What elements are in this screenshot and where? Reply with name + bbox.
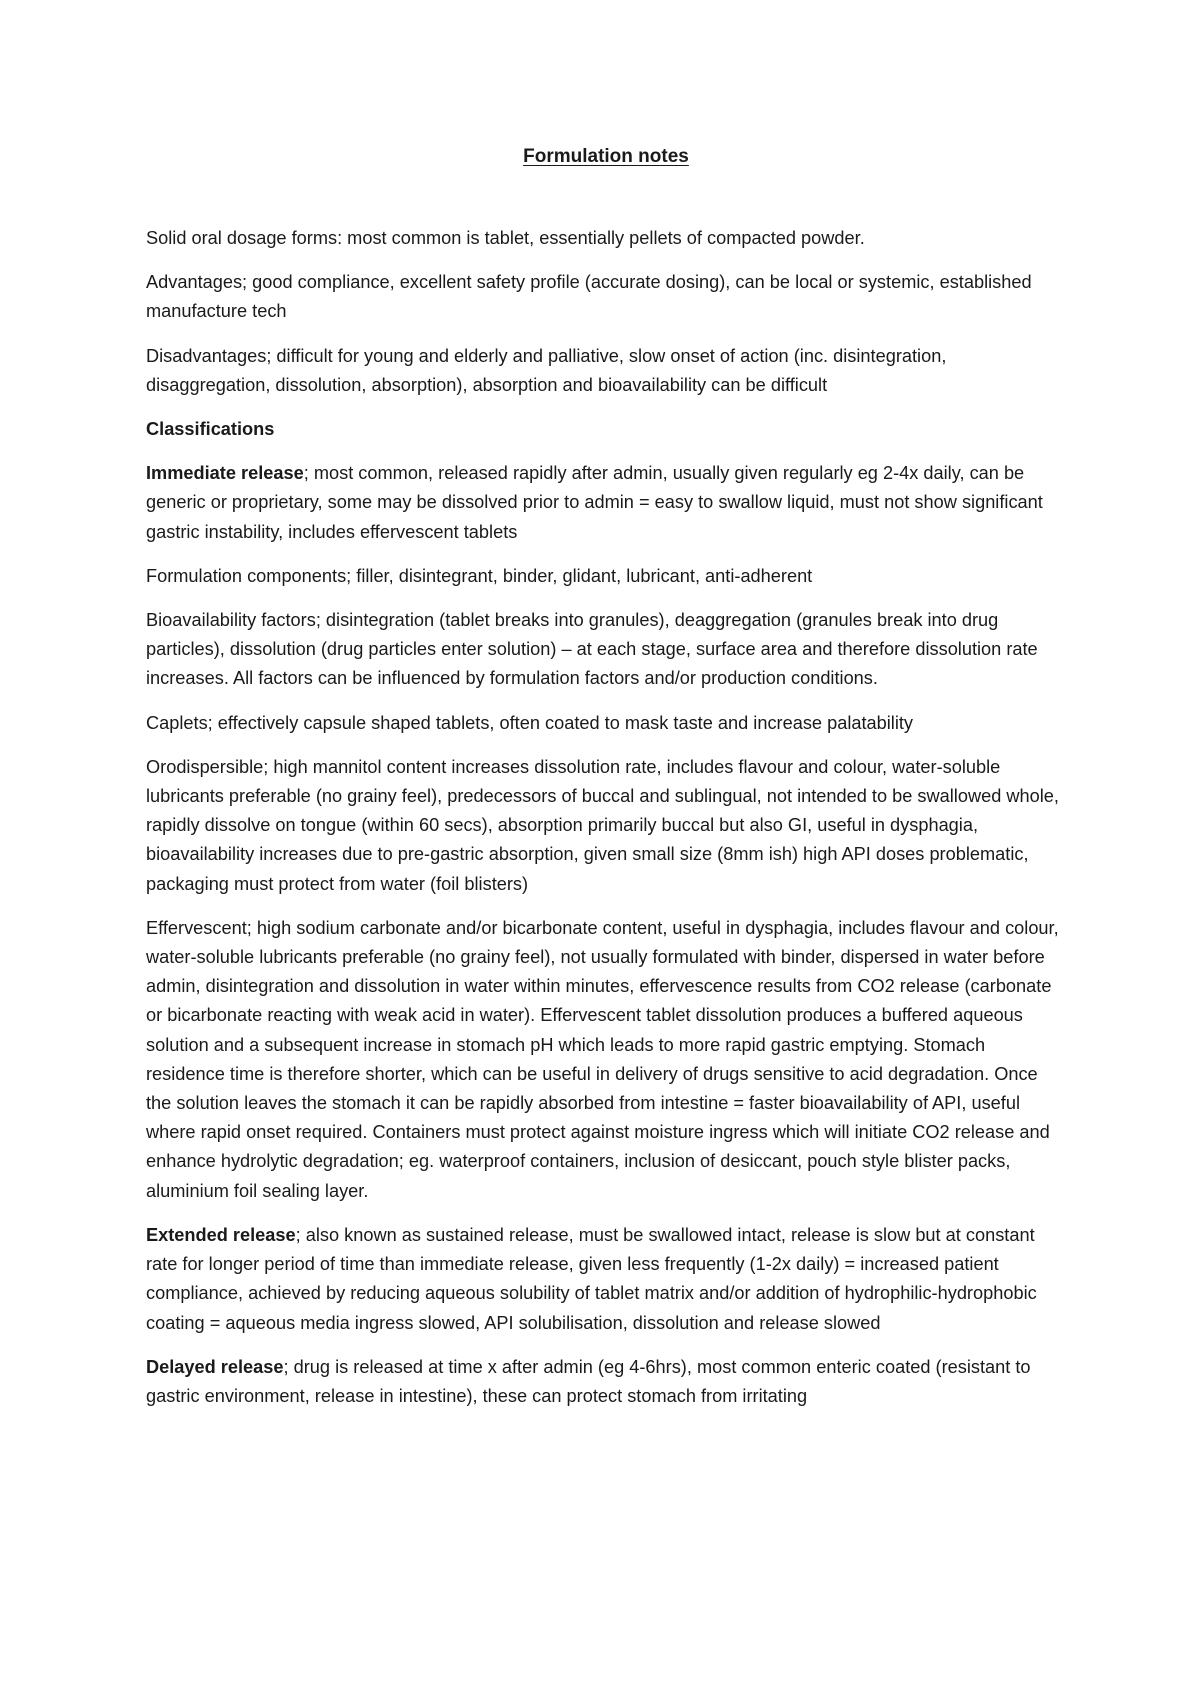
paragraph-text: ; also known as sustained release, must be swallowed intact, release is slow but at constant rate for longer period of time than immediate release, given less frequently (1-2x daily) = increased patient compliance, achieved by reducing aqueous solubility of tablet matrix and/or addition of hydrophilic-hydrophobic coating = aqueous media ingress slowed, API solubilisation, dissolution and release slowed	[146, 1224, 1037, 1333]
paragraph-text: Formulation components; filler, disintegrant, binder, glidant, lubricant, anti-adherent	[146, 565, 813, 586]
paragraph-text: ; most common, released rapidly after admin, usually given regularly eg 2-4x daily, can be generic or proprietary, some may be dissolved prior to admin = easy to swallow liquid, must not show significant gastric instability, includes effervescent tablets	[146, 463, 1043, 542]
paragraph-text: Disadvantages; difficult for young and elderly and palliative, slow onset of action (inc. disintegration, disaggregation, dissolution, absorption), absorption and bioavailability can be difficult	[146, 345, 947, 395]
heading-text: Classifications	[146, 419, 275, 440]
paragraph-immediate-release	[146, 459, 1066, 547]
paragraph-solid-oral	[146, 224, 1066, 253]
paragraph-lead: Delayed release	[146, 1356, 284, 1377]
document-title: Formulation notes	[523, 146, 689, 167]
paragraph-delayed-release	[146, 1353, 1066, 1411]
paragraph-text: Advantages; good compliance, excellent safety profile (accurate dosing), can be local or systemic, established manufacture tech	[146, 272, 1032, 322]
paragraph-text: Bioavailability factors; disintegration (tablet breaks into granules), deaggregation (granules break into drug particles), dissolution (drug particles enter solution) – at each stage, surface area and therefore dissolution rate increases. All factors can be influenced by formulation factors and/or production conditions.	[146, 610, 1038, 689]
paragraph-effervescent	[146, 914, 1066, 1206]
paragraph-text: Solid oral dosage forms: most common is tablet, essentially pellets of compacted powder.	[146, 228, 865, 248]
document-body	[146, 224, 1066, 1426]
paragraph-lead: Immediate release	[146, 463, 304, 484]
paragraph-text: Orodispersible; high mannitol content increases dissolution rate, includes flavour and colour, water-soluble lubricants preferable (no grainy feel), predecessors of buccal and sublingual, not intended to be swallowed whole, rapidly dissolve on tongue (within 60 secs), absorption primarily buccal but also GI, useful in dysphagia, bioavailability increases due to pre-gastric absorption, given small size (8mm ish) high API doses problematic, packaging must protect from water (foil blisters)	[146, 756, 1059, 894]
paragraph-advantages	[146, 268, 1066, 326]
paragraph-text: Effervescent; high sodium carbonate and/or bicarbonate content, useful in dysphagia, includes flavour and colour, water-soluble lubricants preferable (no grainy feel), not usually formulated with binder, dispersed in water before admin, disintegration and dissolution in water within minutes, effervescence results from CO2 release (carbonate or bicarbonate reacting with weak acid in water). Effervescent tablet dissolution produces a buffered aqueous solution and a subsequent increase in stomach pH which leads to more rapid gastric emptying. Stomach residence time is therefore shorter, which can be useful in delivery of drugs sensitive to acid degradation. Once the solution leaves the stomach it can be rapidly absorbed from intestine = faster bioavailability of API, useful where rapid onset required. Containers must protect against moisture ingress which will initiate CO2 release and enhance hydrolytic degradation; eg. waterproof containers, inclusion of desiccant, pouch style blister packs, aluminium foil sealing layer.	[146, 917, 1059, 1201]
paragraph-text: Caplets; effectively capsule shaped tablets, often coated to mask taste and increase palatability	[146, 712, 914, 733]
paragraph-orodispersible	[146, 753, 1066, 899]
paragraph-lead: Extended release	[146, 1224, 296, 1245]
paragraph-disadvantages	[146, 342, 1066, 400]
paragraph-formulation-components	[146, 562, 1066, 591]
paragraph-extended-release	[146, 1221, 1066, 1338]
paragraph-text: ; drug is released at time x after admin (eg 4-6hrs), most common enteric coated (resistant to gastric environment, release in intestine), these can protect stomach from irritating	[146, 1356, 1031, 1406]
section-heading-classifications	[146, 415, 1066, 444]
paragraph-caplets	[146, 709, 1066, 738]
paragraph-bioavailability-factors	[146, 606, 1066, 694]
